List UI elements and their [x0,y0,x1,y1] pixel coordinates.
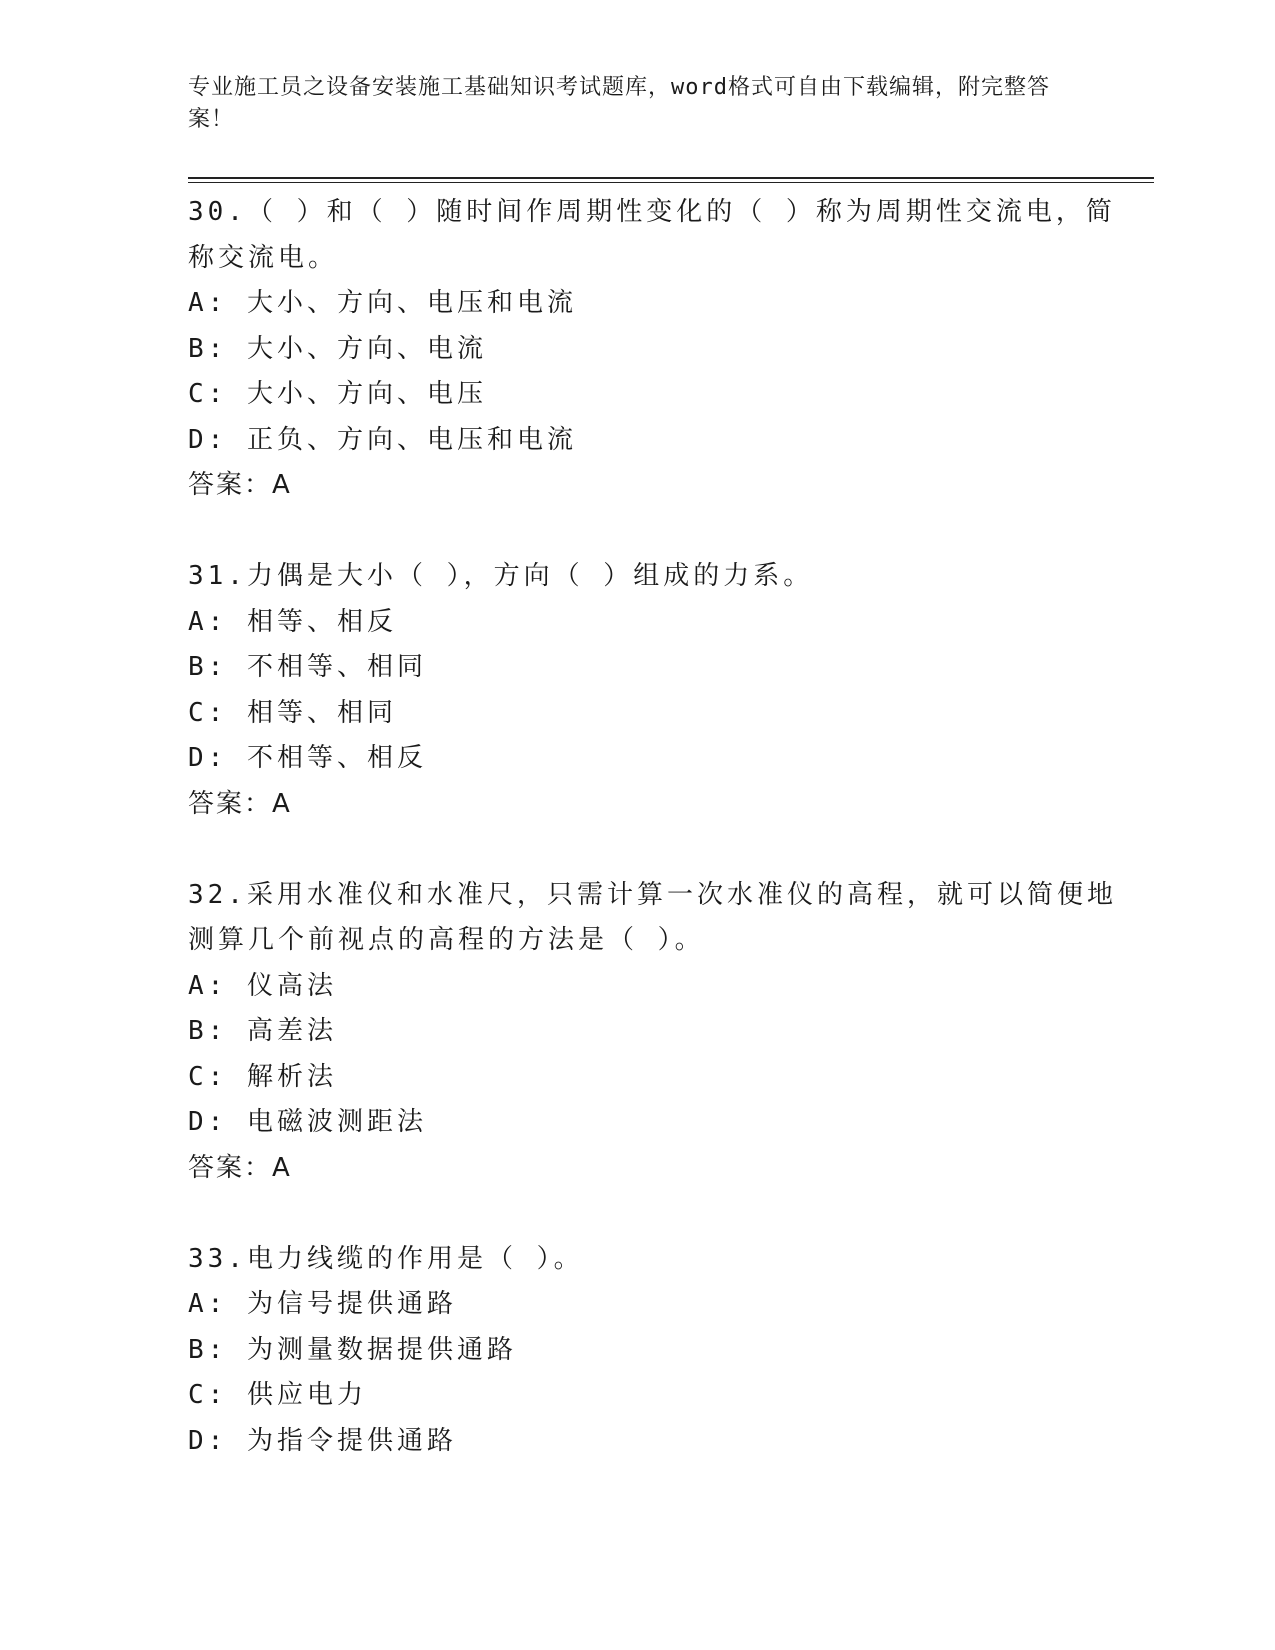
question-text: 33.电力线缆的作用是（ ）。 [188,1243,584,1274]
option-b: B: 高差法 [188,1016,337,1046]
option-a: A: 大小、方向、电压和电流 [188,288,577,318]
option-a: A: 仪高法 [188,970,337,1001]
option-c: C: 供应电力 [188,1380,367,1410]
question-31 [188,554,1088,827]
option-d: D: 不相等、相反 [188,743,427,773]
option-a: A: 相等、相反 [188,606,397,637]
answer: 答案：A [188,1152,292,1183]
question-text: 测算几个前视点的高程的方法是（ ）。 [188,925,705,955]
option-c: C: 解析法 [188,1061,337,1092]
header-divider [188,177,1154,179]
question-list [188,190,1117,1464]
option-a: A: 为信号提供通路 [188,1289,457,1319]
document-header: 专业施工员之设备安装施工基础知识考试题库，word格式可自由下载编辑，附完整答案！ [188,75,1050,132]
question-32 [188,873,1117,1192]
option-d: D: 为指令提供通路 [188,1425,457,1456]
question-text: 30.（ ）和（ ）随时间作周期性变化的（ ）称为周期性交流电，简 [188,197,1116,227]
option-b: B: 不相等、相同 [188,652,427,682]
option-d: D: 电磁波测距法 [188,1107,427,1137]
question-33 [188,1237,1088,1465]
question-30 [188,190,1116,509]
option-b: B: 为测量数据提供通路 [188,1334,517,1365]
answer: 答案：A [188,470,292,500]
answer: 答案：A [188,788,292,819]
option-c: C: 相等、相同 [188,697,397,728]
question-text: 32.采用水准仪和水准尺，只需计算一次水准仪的高程，就可以简便地 [188,879,1117,910]
question-text: 称交流电。 [188,242,339,273]
question-text: 31.力偶是大小（ ），方向（ ）组成的力系。 [188,561,814,591]
header-divider-thin [188,182,1154,183]
option-b: B: 大小、方向、电流 [188,333,487,364]
option-c: C: 大小、方向、电压 [188,379,487,409]
option-d: D: 正负、方向、电压和电流 [188,424,577,455]
